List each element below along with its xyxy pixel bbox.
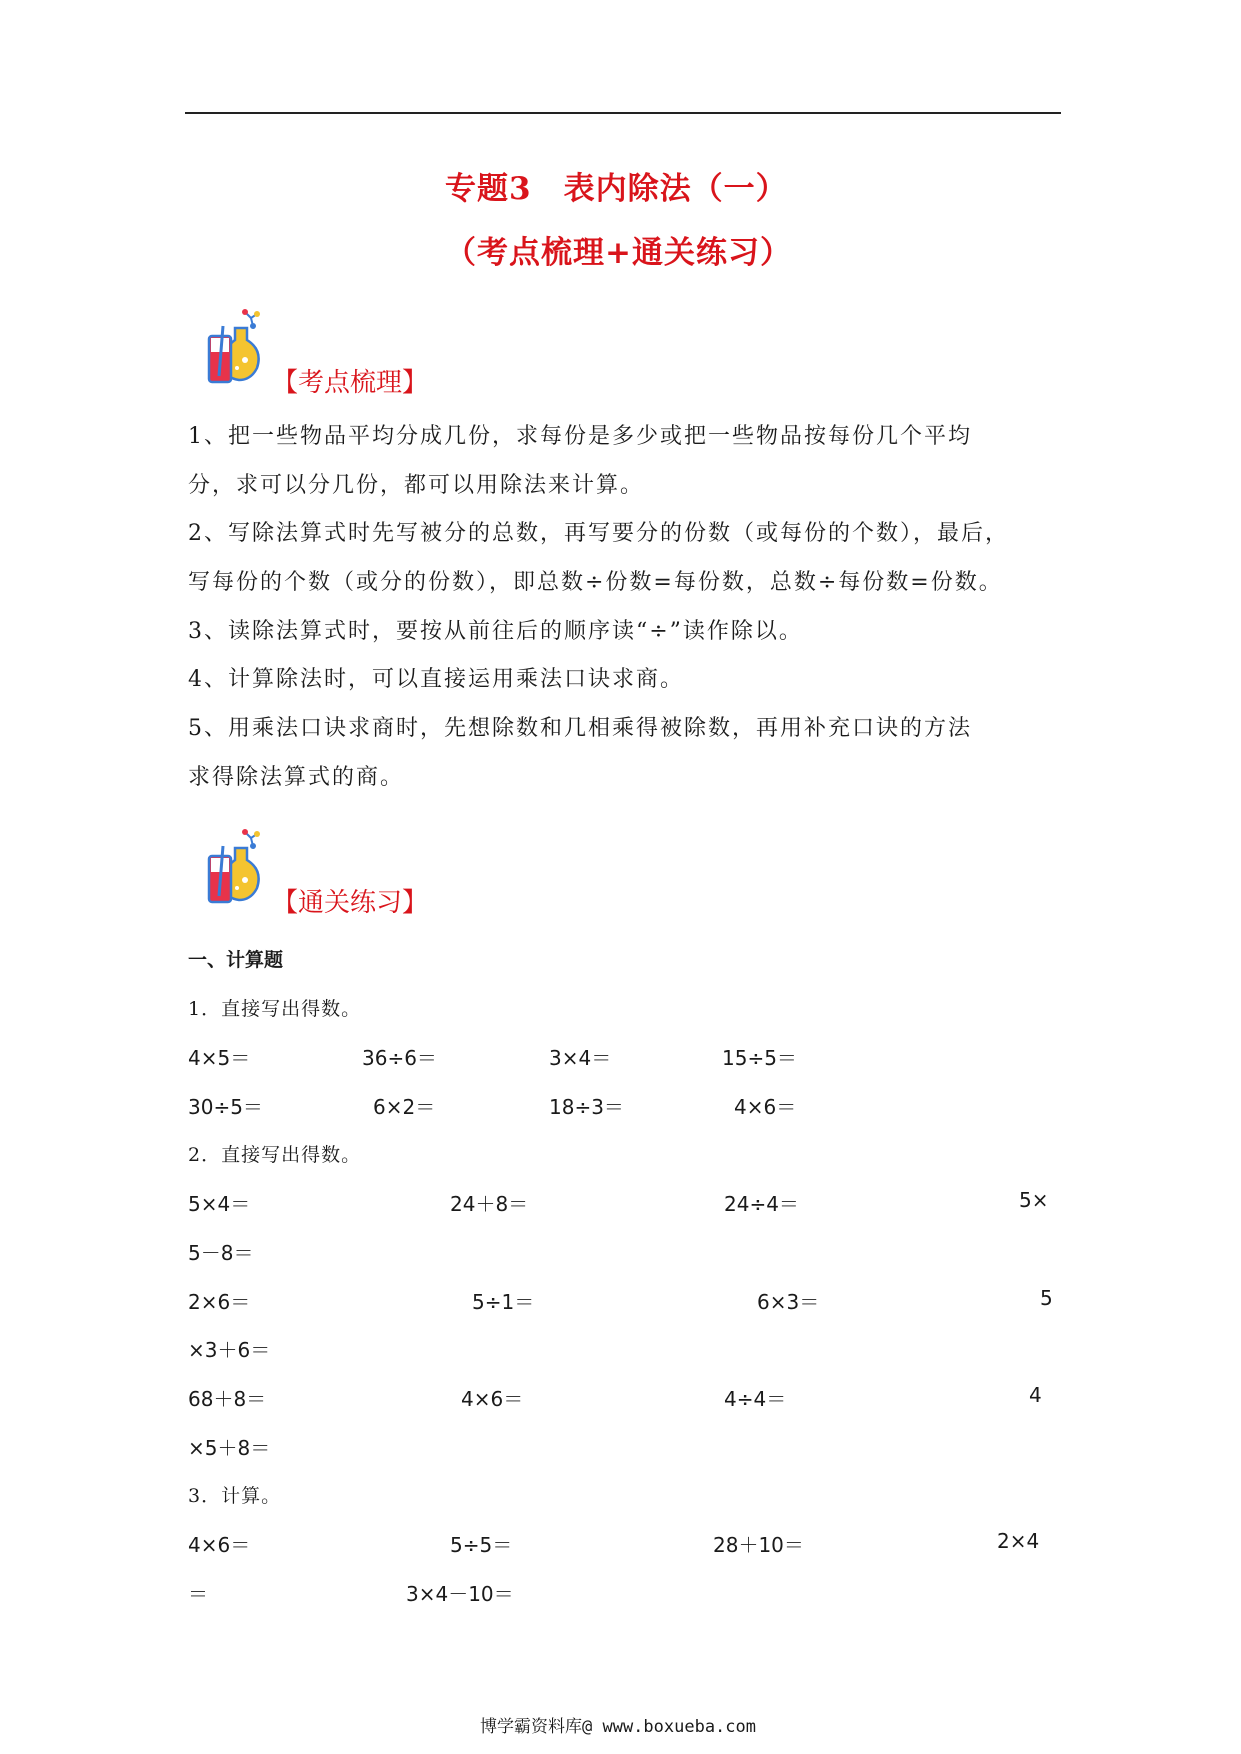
equation: 4×6＝ xyxy=(188,1533,251,1557)
equation: 4×6＝ xyxy=(461,1387,524,1411)
equation: ＝ xyxy=(188,1582,208,1606)
question-1-label: 1．直接写出得数。 xyxy=(188,998,362,1020)
section-title-practice: 【通关练习】 xyxy=(272,888,429,918)
equation: 24÷4＝ xyxy=(724,1192,799,1216)
point-line: 求得除法算式的商。 xyxy=(188,765,405,790)
point-line: 写每份的个数（或分的份数），即总数÷份数=每份数，总数÷每份数=份数。 xyxy=(188,570,1003,595)
point-line: 3、读除法算式时，要按从前往后的顺序读“÷”读作除以。 xyxy=(188,619,803,644)
equation: 6×2＝ xyxy=(373,1095,436,1119)
equation: 24＋8＝ xyxy=(450,1192,529,1216)
beaker-flask-icon xyxy=(205,308,267,386)
point-line: 1、把一些物品平均分成几份，求每份是多少或把一些物品按每份几个平均 xyxy=(188,424,972,449)
equation: 4 xyxy=(1029,1383,1042,1407)
equation: 30÷5＝ xyxy=(188,1095,263,1119)
equation: 5 xyxy=(1040,1286,1053,1310)
point-line: 4、计算除法时，可以直接运用乘法口诀求商。 xyxy=(188,667,684,692)
equation: 15÷5＝ xyxy=(722,1046,797,1070)
equation: ×5＋8＝ xyxy=(188,1436,271,1460)
equation: 4×6＝ xyxy=(734,1095,797,1119)
equation: 6×3＝ xyxy=(757,1290,820,1314)
equation: 3×4＝ xyxy=(549,1046,612,1070)
section-title-points: 【考点梳理】 xyxy=(272,368,429,398)
equation: 18÷3＝ xyxy=(549,1095,624,1119)
footer-watermark: 博学霸资料库@ www.boxueba.com xyxy=(480,1717,756,1737)
equation: ×3＋6＝ xyxy=(188,1338,271,1362)
page-title: 专题3 表内除法（一） xyxy=(445,171,788,207)
equation: 4÷4＝ xyxy=(724,1387,787,1411)
equation: 5÷5＝ xyxy=(450,1533,513,1557)
equation: 2×6＝ xyxy=(188,1290,251,1314)
equation: 2×4 xyxy=(997,1529,1040,1553)
header-rule xyxy=(185,112,1061,114)
equation: 5－8＝ xyxy=(188,1241,254,1265)
page-subtitle: （考点梳理+通关练习） xyxy=(445,235,792,271)
equation: 3×4－10＝ xyxy=(406,1582,514,1606)
equation: 68＋8＝ xyxy=(188,1387,267,1411)
point-line: 2、写除法算式时先写被分的总数，再写要分的份数（或每份的个数），最后， xyxy=(188,521,1009,546)
point-line: 5、用乘法口诀求商时，先想除数和几相乘得被除数，再用补充口诀的方法 xyxy=(188,716,972,741)
question-2-label: 2．直接写出得数。 xyxy=(188,1144,362,1166)
equation: 28＋10＝ xyxy=(713,1533,804,1557)
equation: 5× xyxy=(1019,1188,1049,1212)
equation: 5×4＝ xyxy=(188,1192,251,1216)
part-title: 一、计算题 xyxy=(188,949,284,971)
equation: 4×5＝ xyxy=(188,1046,251,1070)
beaker-flask-icon xyxy=(205,828,267,906)
question-3-label: 3．计算。 xyxy=(188,1485,282,1507)
equation: 5÷1＝ xyxy=(472,1290,535,1314)
point-line: 分，求可以分几份，都可以用除法来计算。 xyxy=(188,473,645,498)
equation: 36÷6＝ xyxy=(362,1046,437,1070)
